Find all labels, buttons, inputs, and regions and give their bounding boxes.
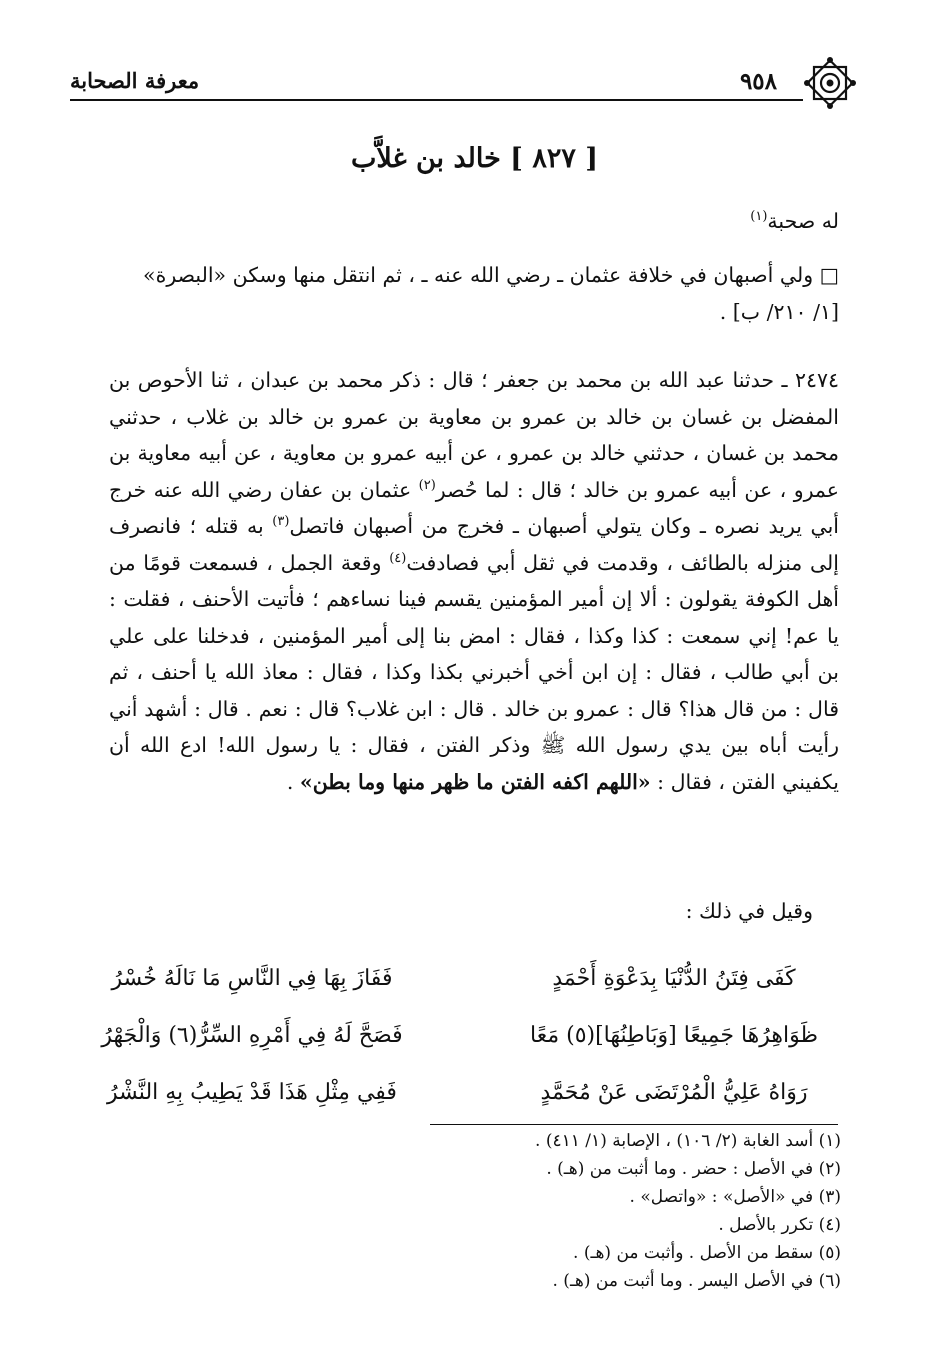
footnote: (٢) في الأصل : حضر . وما أثبت من (هـ) . (546, 1159, 841, 1179)
verse-intro: وقيل في ذلك : (685, 899, 813, 923)
footnote-ref: (٢) (418, 477, 436, 493)
ornament-icon (803, 56, 857, 110)
poem-verse (87, 950, 839, 1007)
biography-note (109, 257, 839, 330)
second-hemistich: فَفِي مِثْلِ هَذَا قَدْ يَطِيبُ بِهِ النَّشْرُ (107, 1080, 397, 1105)
first-hemistich: كَفَى فِتَنُ الدُّنْيَا بِدَعْوَةِ أَحْمَدٍ (552, 966, 796, 991)
hadith-text: وقعة الجمل ، فسمعت قومًا من أهل الكوفة يقولون : ألا إن أمير المؤمنين يقسم فينا نساءهم ؛ فأتيت الأحنف ، فقلت : يا عم! إني سمعت : كذا وكذا ، فقال : امض بنا إلى أمير المؤمنين ، فدخلنا على علي بن أبي طالب ، فقال : إن ابن أخي أخبرني بكذا وكذا ، فقال : معاذ الله يا أحنف ، ثم قال : من قال هذا؟ قال : عمرو بن خالد . قال : ابن غلاب؟ قال : نعم . قال : أشهد أني رأيت أباه بين يدي رسول الله ﷺ وذكر الفتن ، فقال : يا رسول الله! ادع الله أن يكفيني الفتن ، فقال : (109, 550, 839, 794)
footnote: (٥) سقط من الأصل . وأثبت من (هـ) . (573, 1243, 841, 1263)
intro-text: له صحبة (767, 209, 839, 233)
hadith-paragraph (109, 362, 839, 800)
hadith-text: به قتله ؛ فانصرف إلى منزله بالطائف ، وقدمت في ثقل أبي فصادفت (109, 514, 839, 575)
hadith-quote: «اللهم اكفه الفتن ما ظهر منها وما بطن» (299, 769, 651, 794)
entry-title: [ ٨٢٧ ] خالد بن غلاَّب (350, 143, 599, 174)
poem (87, 950, 839, 1121)
note-line-2: [١/ ٢١٠/ ب] . (719, 299, 839, 324)
hadith-end: . (286, 769, 300, 794)
footnote-ref: (١) (750, 209, 768, 225)
intro-line (109, 203, 839, 240)
poem-verse (87, 1007, 839, 1064)
page-header (70, 62, 847, 106)
first-hemistich: ظَوَاهِرُهَا جَمِيعًا [وَبَاطِنُهَا](٥) مَعًا (530, 1023, 818, 1048)
footnote: (٦) في الأصل اليسر . وما أثبت من (هـ) . (552, 1271, 841, 1291)
note-line-1: □ ولي أصبهان في خلافة عثمان ـ رضي الله عنه ـ ، ثم انتقل منها وسكن «البصرة» (143, 263, 839, 287)
header-rule (70, 99, 803, 101)
footnotes (341, 1127, 841, 1295)
running-title: معرفة الصحابة (70, 68, 200, 93)
footnote: (٣) في «الأصل» : «واتصل» . (629, 1187, 841, 1207)
second-hemistich: فَصَحَّ لَهُ فِي أَمْرِهِ السِّرُّ(٦) وَالْجَهْرُ (101, 1023, 403, 1048)
footnote-rule (430, 1124, 838, 1125)
footnote-ref: (٣) (272, 514, 290, 530)
footnote-ref: (٤) (389, 550, 407, 566)
page-number: ٩٥٨ (739, 68, 777, 95)
footnote: (٤) تكرر بالأصل . (718, 1215, 841, 1235)
hadith-text: ٢٤٧٤ ـ حدثنا عبد الله بن محمد بن جعفر ؛ قال : ذكر محمد بن عبدان ، ثنا الأحوص بن المفضل بن غسان بن خالد بن عمرو بن معاوية بن عمرو بن خالد بن غلاب ، حدثني محمد بن غسان ، حدثني خالد بن عمرو ، عن أبيه عمرو بن معاوية ، عن أبيه معاوية بن عمرو ، عن أبيه عمرو بن خالد ؛ قال : لما حُصر (109, 368, 839, 502)
poem-verse (87, 1064, 839, 1121)
first-hemistich: رَوَاهُ عَلِيُّ الْمُرْتَضَى عَنْ مُحَمَّدٍ (540, 1080, 808, 1105)
second-hemistich: فَفَازَ بِهَا فِي النَّاسِ مَا نَالَهُ خُسْرُ (111, 966, 393, 991)
hadith-text: عثمان بن عفان رضي الله عنه خرج أبي يريد نصره ـ وكان يتولي أصبهان ـ فخرج من أصبهان فاتصل (109, 477, 840, 538)
footnote: (١) أسد الغابة (٢/ ١٠٦) ، الإصابة (١/ ٤١١) . (535, 1131, 841, 1151)
